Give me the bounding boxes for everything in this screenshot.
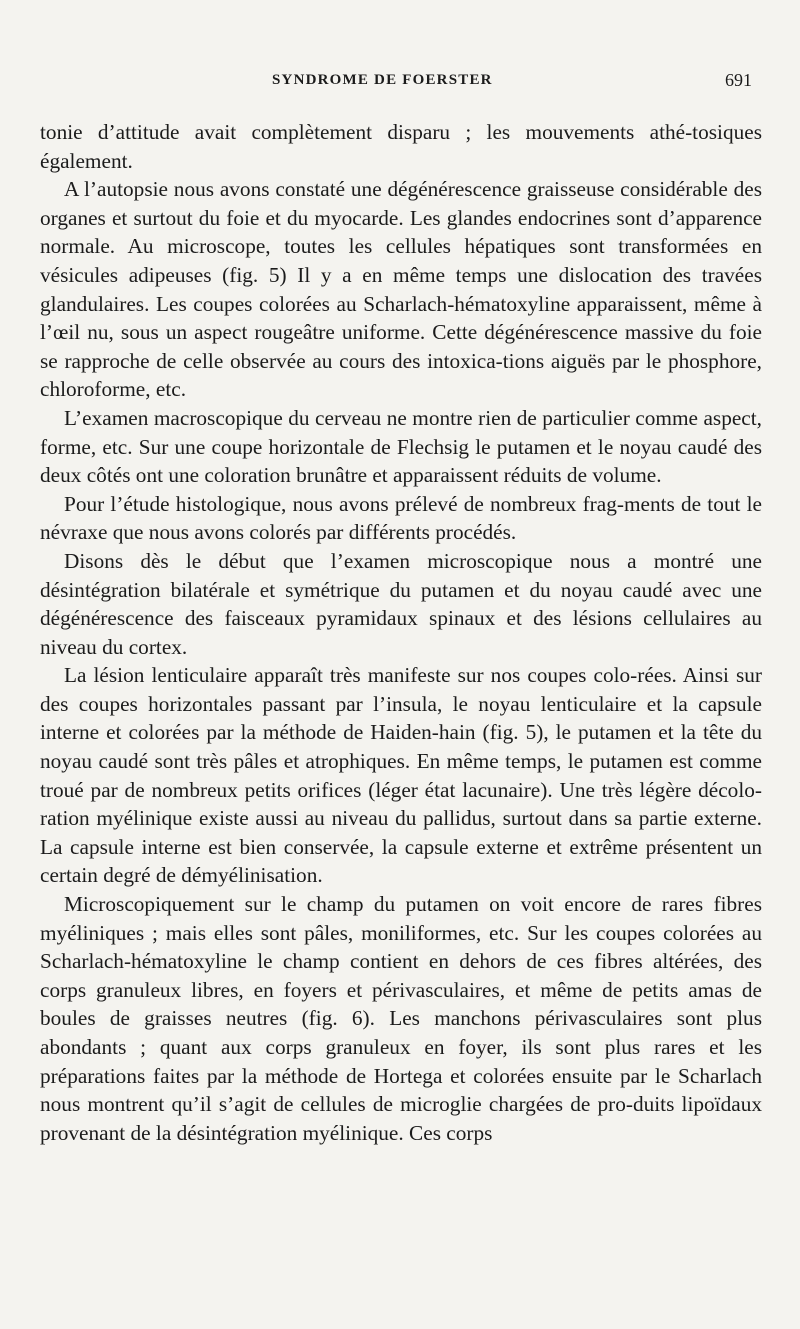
paragraph-putamen-field: Microscopiquement sur le champ du putamen on voit encore de rares fibres myéliniques ; mais elles sont pâles, moniliformes, etc. Sur les coupes colorées au Scharlach-hématoxyline le champ contient en dehors de ces fibres altérées, des corps granuleux libres, en foyers et périvasculaires, et même de petits amas de boules de graisses neutres (fig. 6). Les manchons périvasculaires sont plus abondants ; quant aux corps granuleux en foyer, ils sont plus rares et les préparations faites par la méthode de Hortega et colorées ensuite par le Scharlach nous montrent qu’il s’agit de cellules de microglie chargées de pro-duits lipoïdaux provenant de la désintégration myélinique. Ces corps [40, 892, 762, 1145]
running-title: SYNDROME DE FOERSTER [272, 72, 493, 88]
paragraph-histology: Pour l’étude histologique, nous avons prélevé de nombreux frag-ments de tout le névraxe que nous avons colorés par différents procédés. [40, 491, 762, 545]
paragraph-microscopic-summary: Disons dès le début que l’examen microscopique nous a montré une désintégration bilatérale et symétrique du putamen et du noyau caudé avec une dégénérescence des faisceaux pyramidaux spinaux et des lésions cellulaires au niveau du cortex. [40, 548, 762, 659]
page-number: 691 [725, 70, 752, 90]
body-text [40, 118, 762, 1147]
paragraph-lenticular-lesion: La lésion lenticulaire apparaît très manifeste sur nos coupes colo-rées. Ainsi sur des coupes horizontales passant par l’insula, le noyau lenticulaire et la capsule interne et colorées par la méthode de Haiden-hain (fig. 5), le putamen et la tête du noyau caudé sont très pâles et atrophiques. En même temps, le putamen est comme troué par de nombreux petits orifices (léger état lacunaire). Une très légère décolo-ration myélinique existe aussi au niveau du pallidus, surtout dans sa partie externe. La capsule interne est bien conservée, la capsule externe et extrême présentent un certain degré de démyélinisation. [40, 663, 762, 888]
paragraph-macroscopic: L’examen macroscopique du cerveau ne montre rien de particulier comme aspect, forme, etc. Sur une coupe horizontale de Flechsig le putamen et le noyau caudé des deux côtés ont une coloration brunâtre et apparaissent réduits de volume. [40, 405, 762, 488]
paragraph-autopsy: A l’autopsie nous avons constaté une dégénérescence graisseuse considérable des organes et surtout du foie et du myocarde. Les glandes endocrines sont d’apparence normale. Au microscope, toutes les cellules hépatiques sont transformées en vésicules adipeuses (fig. 5) Il y a en même temps une dislocation des travées glandulaires. Les coupes colorées au Scharlach-hématoxyline apparaissent, même à l’œil nu, sous un aspect rougeâtre uniforme. Cette dégénérescence massive du foie se rapproche de celle observée au cours des intoxica-tions aiguës par le phosphore, chloroforme, etc. [40, 177, 762, 402]
page-header [0, 72, 800, 96]
paragraph-continuation: tonie d’attitude avait complètement disparu ; les mouvements athé-tosiques également. [40, 120, 762, 173]
